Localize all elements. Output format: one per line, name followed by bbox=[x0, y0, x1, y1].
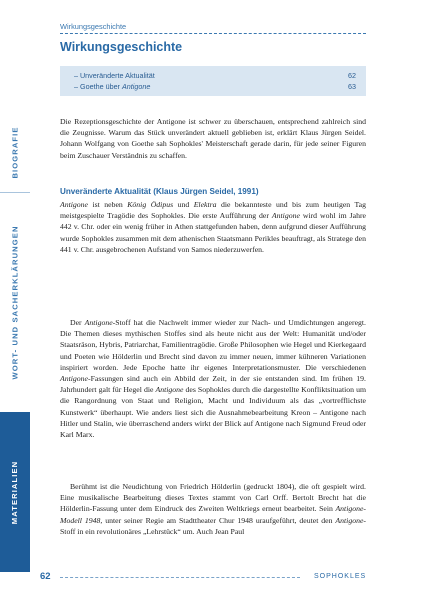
toc-entry[interactable] bbox=[74, 71, 356, 81]
section-toc-box bbox=[60, 66, 366, 96]
header-divider bbox=[60, 33, 366, 34]
body-paragraph: Antigone ist neben König Ödipus und Elektra die bekannteste und bis zum heutigen Tag meistgespielte Tragödie des Sophokles. Die erste Aufführung der Antigone wird wohl im Jahre 442 v. Chr. oder ein wenig früher in Athen stattgefunden haben, denn aufgrund dieser Aufführung wurde Sophokles zusammen mit dem athenischen Staatsmann Perikles beauftragt, als Stratege den 441 v. Chr. ausgebrochenen Aufstand von Samos niederzuwerfen. bbox=[60, 200, 366, 254]
body-paragraph: Berühmt ist die Neudichtung von Friedrich Hölderlin (gedruckt 1804), die oft gespielt wird. Eine musikalische Bearbeitung dieses Textes stammt von Carl Orff. Bertolt Brecht hat die Hölderlin-Fassung unter dem Eindruck des Zweiten Weltkriegs erneut bearbeitet. Sein Antigone-Modell 1948, unter seiner Regie am Stadttheater Chur 1948 uraufgeführt, deutet den Antigone-Stoff in ein revolutionäres „Lehrstück“ um. Auch Jean Paul bbox=[60, 482, 366, 536]
page-number: 62 bbox=[40, 571, 51, 582]
page-title: Wirkungsgeschichte bbox=[60, 40, 183, 54]
running-head: Wirkungsgeschichte bbox=[60, 22, 127, 31]
sidebar-tab-biografie-label: BIOGRAFIE bbox=[10, 125, 20, 179]
section-heading: Unveränderte Aktualität (Klaus Jürgen Seidel, 1991) bbox=[60, 187, 259, 196]
sidebar-tab-wort-label: WORT- UND SACHERKLÄRUNGEN bbox=[10, 224, 20, 380]
intro-paragraph: Die Rezeptionsgeschichte der Antigone ist schwer zu überschauen, entsprechend zahlreich sind die Zeugnisse. Warum das Stück unverändert aktuell geblieben ist, erklärt Klaus Jürgen Seidel. Johann Wolfgang von Goethe sah Sophokles' Meisterschaft gerade darin, für jede seiner Figuren beim Zuschauer Verständnis zu schaffen. bbox=[60, 117, 366, 160]
sidebar-tab-materialien-label: MATERIALIEN bbox=[10, 460, 20, 524]
footer-author: SOPHOKLES bbox=[314, 573, 367, 580]
toc-entry-title: – Goethe über Antigone bbox=[74, 82, 151, 91]
toc-entry-title: – Unveränderte Aktualität bbox=[74, 71, 155, 80]
toc-entry[interactable] bbox=[74, 82, 356, 92]
sidebar-tab-wort-und-sacherklaerungen[interactable] bbox=[0, 192, 30, 411]
toc-entry-page: 62 bbox=[348, 71, 356, 80]
toc-entry-page: 63 bbox=[348, 82, 356, 91]
sidebar-tab-materialien-active[interactable] bbox=[0, 412, 30, 572]
sidebar-tab-biografie[interactable] bbox=[0, 112, 30, 192]
section-sidebar bbox=[0, 0, 34, 600]
body-paragraph: Der Antigone-Stoff hat die Nachwelt immer wieder zur Nach- und Umdichtungen angeregt. Die Themen dieses mythischen Stoffes sind als heute nicht aus der Welt: Humanität und/oder Staatsräson, Hybris, Patriarchat, Familientragödie. Große Philosophen wie Hegel und Kierkegaard und Poeten wie Hölderlin und Brecht sind davon zu immer neuen, immer kühneren Variationen inspiriert worden. Jede Epoche hatte ihr eigenes Interpretationsmuster. Die verschiedenen Antigone-Fassungen sind auch ein Abbild der Zeit, in der sie entstanden sind. Im frühen 19. Jahrhundert galt für Hegel die Antigone des Sophokles durch die dargestellte Konfliktsituation um die Rangordnung von Staat und Religion, Macht und Individuum als das „vortrefflichste Kunstwerk“ überhaupt. Wie anders liest sich die Ausnahmebearbeitung Kreon – Antigone nach Hitler und Stalin, wie überraschend anders wirkt der Blick auf Antigone nach Sigmund Freud oder Karl Marx. bbox=[60, 318, 367, 440]
footer-divider bbox=[60, 577, 300, 578]
